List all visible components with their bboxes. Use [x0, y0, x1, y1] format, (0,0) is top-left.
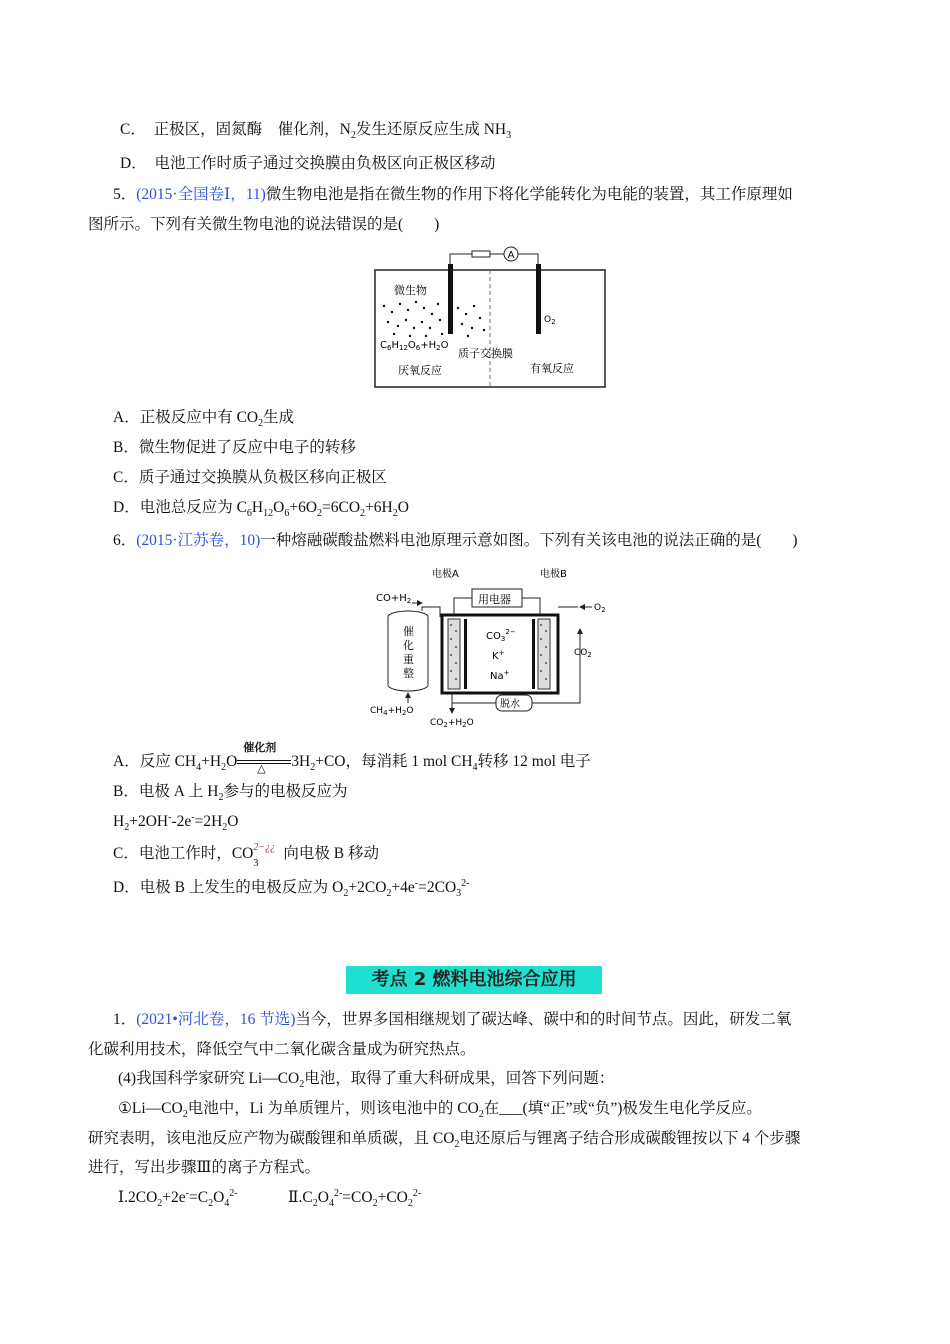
q1-stem-line1: 1．(2021•河北卷，16 节选)当今，世界多国相继规划了碳达峰、碳中和的时间节点。因此，研发二氧 — [113, 1011, 792, 1028]
electrode-a-plate — [448, 619, 460, 689]
q6-option-a: A．反应 $CH_4+H_2O$ 催化剂 △ $3H_2+CO$，每消耗 1 mol $CH_4$转移 12 mol 电子 — [113, 741, 591, 776]
ion-sodium: Na+ — [490, 669, 510, 682]
label-outlet: $CO_2+H_2O$ — [430, 718, 474, 729]
label-dehydrate: 脱水 — [500, 699, 520, 710]
answer-blank[interactable]: ___ — [499, 1100, 523, 1117]
q6-option-b: B．电极 A 上 $H_2$参与的电极反应为 — [113, 783, 348, 804]
cathode-electrode — [536, 264, 541, 334]
label-o2: $O_2$ — [544, 315, 556, 326]
q5-option-a: A．正极反应中有 $CO_2$生成 — [113, 409, 295, 430]
label-methane: $CH_4+H_2O$ — [370, 706, 414, 717]
q5-stem-line1: 5．(2015·全国卷Ⅰ，11)微生物电池是指在微生物的作用下将化学能转化为电能的装置，其工作原理如 — [113, 186, 793, 203]
q5-stem-line2: 图所示。下列有关微生物电池的说法错误的是( ) — [88, 216, 440, 233]
q1-sub-question-1: $①Li—CO_2$电池中，Li 为单质锂片，则该电池中的 $CO_2$在___(填“正”或“负”)极发生电化学反应。 — [118, 1100, 762, 1121]
ion-carbonate: $CO_3^{2-}$ — [486, 628, 516, 643]
reformer-char-4: 整 — [403, 667, 414, 680]
molten-carbonate-cell-diagram — [368, 563, 618, 729]
label-inlet: $CO+H_2$ — [376, 593, 412, 605]
anode-electrode — [448, 264, 453, 334]
q1-sub-line2: 研究表明，该电池反应产物为碳酸锂和单质碳，且 $CO_2$电还原后与锂离子结合形成碳酸锂按以下 4 个步骤 — [88, 1130, 801, 1151]
label-anaerobic: 厌氧反应 — [398, 364, 442, 377]
label-electrode-a: 电极A — [432, 569, 459, 580]
wire-left — [450, 254, 472, 264]
q1-step-ii: $Ⅱ.C_2O_4^{2-}=CO_2+CO_2^{2-}$ — [288, 1187, 422, 1210]
resistor — [472, 251, 490, 257]
wire-right — [518, 254, 538, 264]
label-co2-return: $CO_2$ — [574, 648, 592, 659]
q1-stem-line2: 化碳利用技术，降低空气中二氧化碳含量成为研究热点。 — [88, 1041, 476, 1058]
q5-option-d: D．电池总反应为 $C_6H_{12}O_6+6O_2=6CO_2+6H_2O$ — [113, 499, 409, 520]
electrode-b-plate — [538, 619, 550, 689]
q4-option-d: D． 电池工作时质子通过交换膜由负极区向正极区移动 — [120, 155, 496, 172]
reformer-char-3: 重 — [403, 653, 414, 666]
label-membrane: 质子交换膜 — [458, 347, 513, 360]
microbial-cell-diagram — [372, 244, 608, 390]
reformer-char-1: 催 — [403, 625, 414, 638]
ion-potassium: K+ — [492, 649, 505, 662]
label-appliance: 用电器 — [478, 593, 511, 606]
label-o2-inlet: $O_2$ — [594, 603, 606, 614]
q5-option-c: C．质子通过交换膜从负极区移向正极区 — [113, 469, 387, 486]
section-heading: 考点 2 燃料电池综合应用 — [346, 966, 602, 994]
q4-option-c: C． 正极区，固氮酶 催化剂，$N_2$发生还原反应生成 $NH_3$ — [120, 121, 512, 142]
label-microbe: 微生物 — [394, 284, 427, 297]
q6-option-c: C．电池工作时，CO 2−¿¿ 3 向电极 B 移动 — [113, 842, 379, 870]
q6-stem: 6．(2015·江苏卷，10)一种熔融碳酸盐燃料电池原理示意如图。下列有关该电池的说法正确的是( ) — [113, 532, 798, 549]
q6-option-b-equation: $H_2+2OH^--2e^-=2H_2O$ — [113, 811, 239, 834]
reformer-char-2: 化 — [403, 639, 414, 652]
q1-part-4: (4)我国科学家研究 $Li—CO_2$电池，取得了重大科研成果，回答下列问题： — [118, 1070, 615, 1091]
catalyst-condition: 催化剂 △ — [237, 751, 291, 773]
label-glucose: $C_6H_{12}O_6+H_2O$ — [380, 340, 449, 352]
q1-step-i: $Ⅰ.2CO_2+2e^-=C_2O_4^{2-}$ — [118, 1187, 238, 1210]
label-electrode-b: 电极B — [540, 569, 567, 580]
svg-text:A: A — [507, 250, 515, 261]
label-aerobic: 有氧反应 — [530, 362, 574, 375]
q5-option-b: B．微生物促进了反应中电子的转移 — [113, 439, 356, 456]
q6-option-d: D．电极 B 上发生的电极反应为 $O_2+2CO_2+4e^-=2CO_3^{2-}$ — [113, 877, 470, 900]
q1-sub-line3: 进行，写出步骤Ⅲ的离子方程式。 — [88, 1159, 320, 1176]
